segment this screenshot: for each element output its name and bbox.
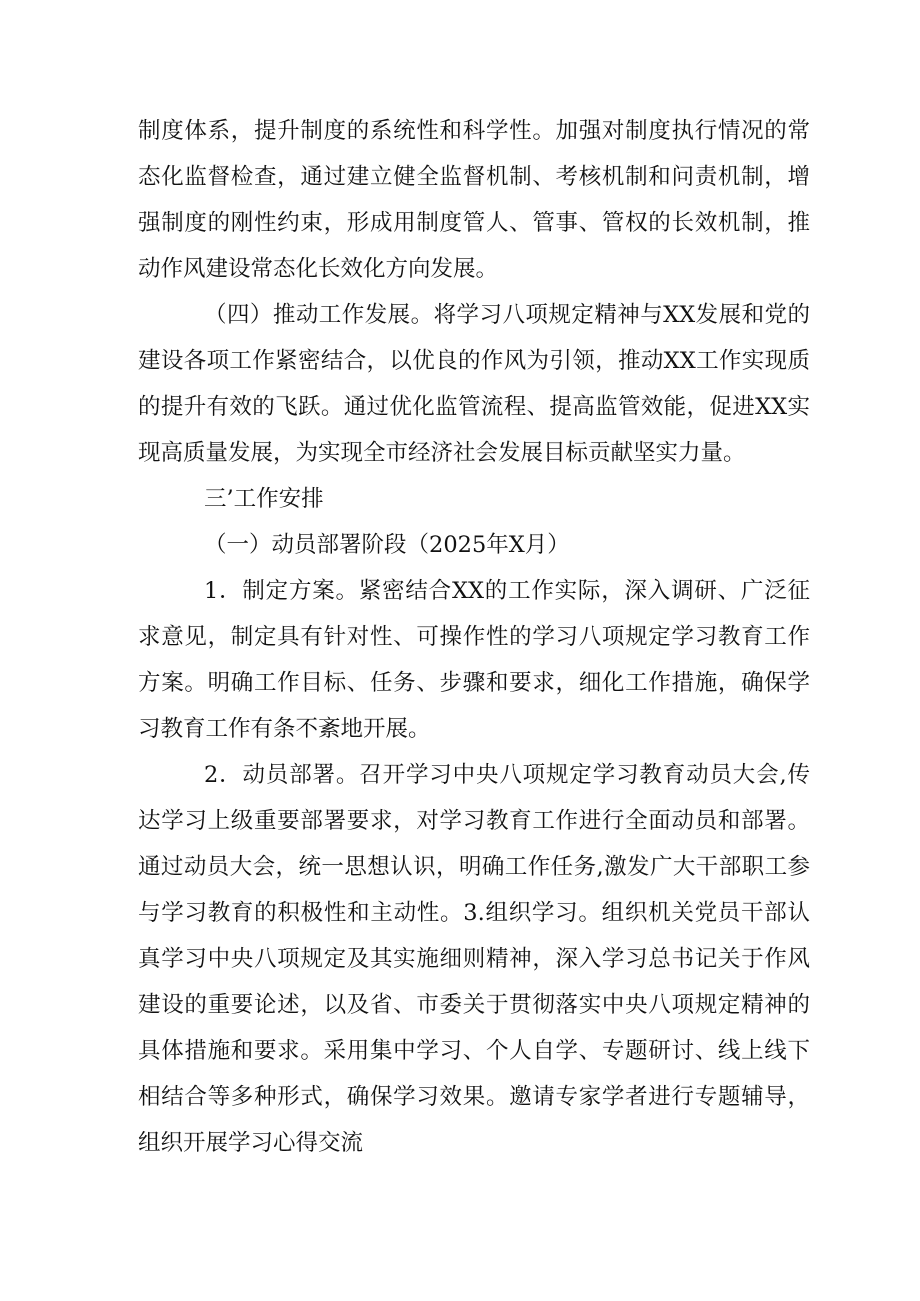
paragraph-continuation: 制度体系，提升制度的系统性和科学性。加强对制度执行情况的常态化监督检查，通过建立健全监督机制、考核机制和问责机制，增强制度的刚性约束，形成用制度管人、管事、管权的长效机制，推动作风建设常态化长效化方向发展。 [138,118,810,282]
heading-mobilization-stage: （一）动员部署阶段（2025年X月） [204,532,570,558]
paragraph-item-2: 2．动员部署。召开学习中央八项规定学习教育动员大会,传达学习上级重要部署要求，对学习教育工作进行全面动员和部署。通过动员大会，统一思想认识，明确工作任务,激发广大干部职工参与学习教育的积极性和主动性。3.组织学习。组织机关党员干部认真学习中央八项规定及其实施细则精神，深入学习总书记关于作风建设的重要论述，以及省、市委关于贯彻落实中央八项规定精神的具体措施和要求。采用集中学习、个人自学、专题研讨、线上线下相结合等多种形式，确保学习效果。邀请专家学者进行专题辅导，组织开展学习心得交流 [138,762,810,1156]
heading-work-arrangement: 三’工作安排 [204,486,324,512]
paragraph-section-4: （四）推动工作发展。将学习八项规定精神与XX发展和党的建设各项工作紧密结合，以优良的作风为引领，推动XX工作实现质的提升有效的飞跃。通过优化监管流程、提高监管效能，促进XX实现高质量发展，为实现全市经济社会发展目标贡献坚实力量。 [138,302,810,466]
paragraph-item-1: 1．制定方案。紧密结合XX的工作实际，深入调研、广泛征求意见，制定具有针对性、可操作性的学习八项规定学习教育工作方案。明确工作目标、任务、步骤和要求，细化工作措施，确保学习教育工作有条不紊地开展。 [138,578,810,742]
